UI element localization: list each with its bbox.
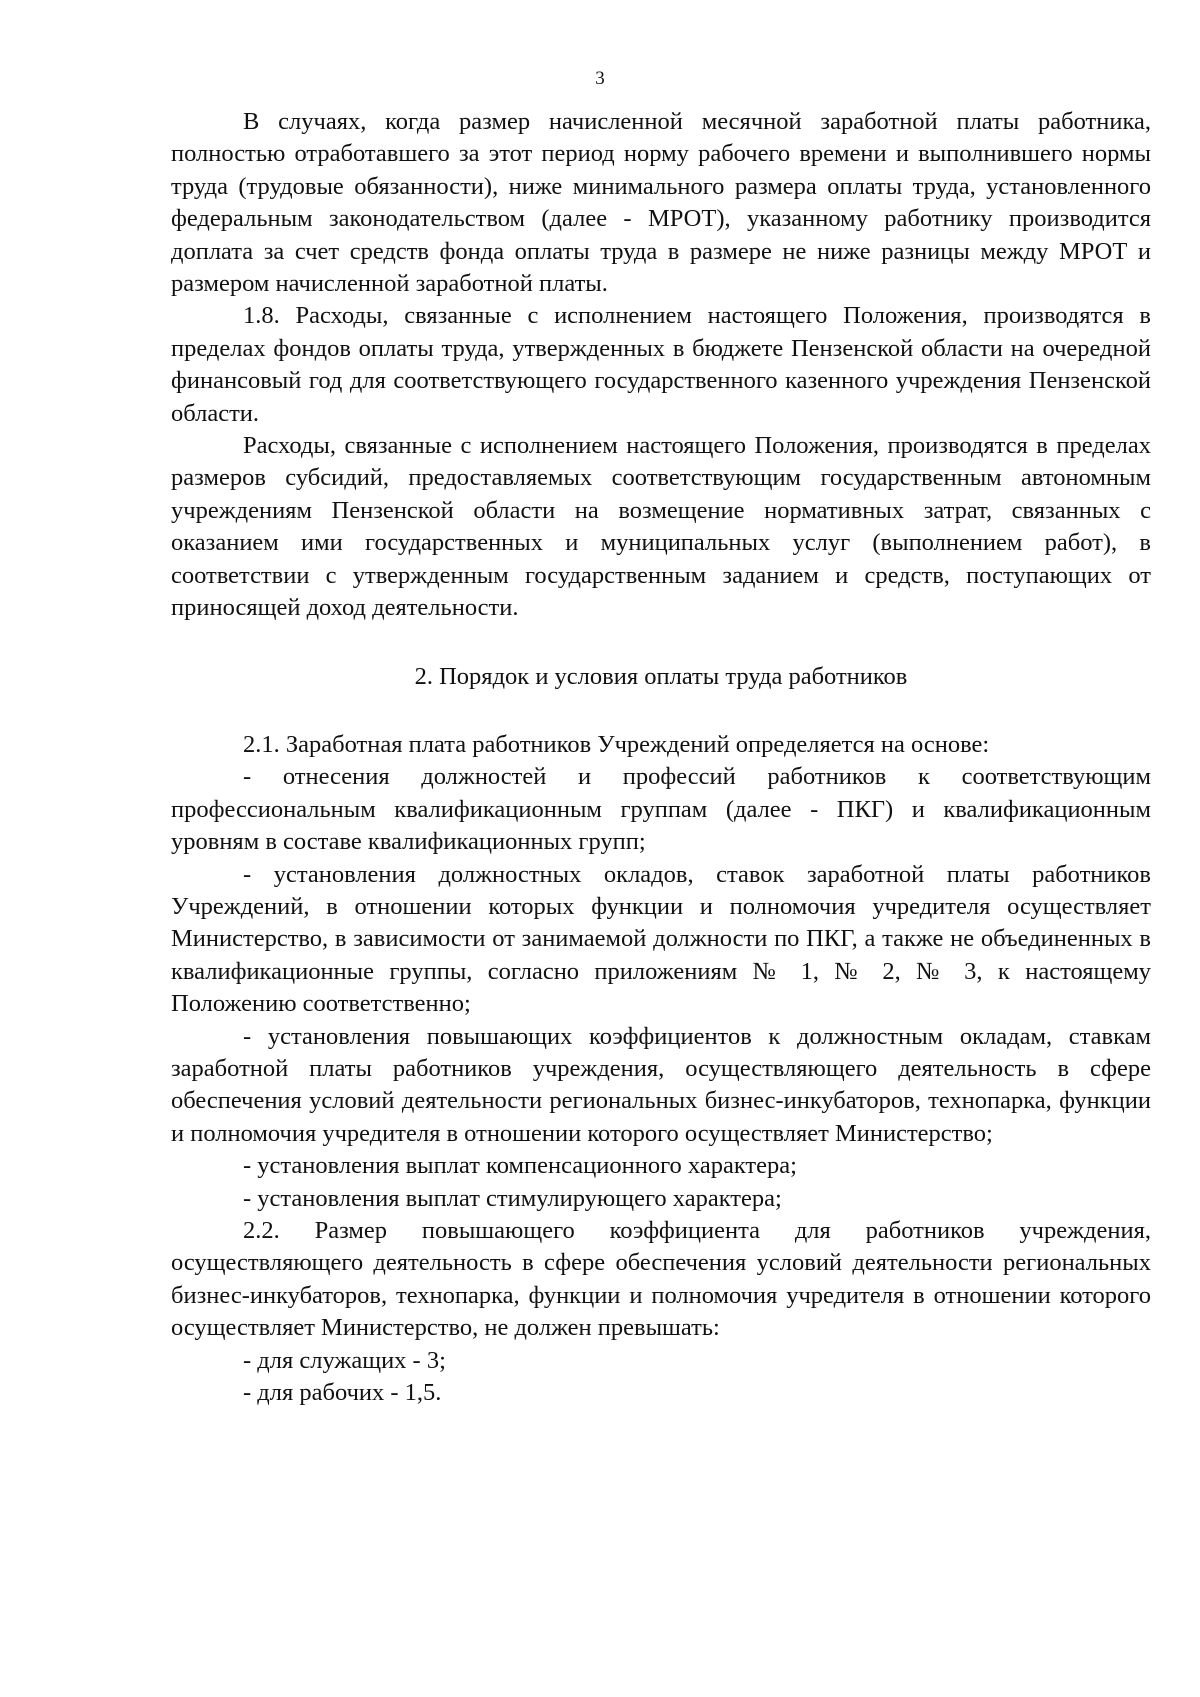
list-item-increasing-coefficients: - установления повышающих коэффициентов к должностным окладам, ставкам заработной платы работников учреждения, осуществляющего деятельность в сфере обеспечения условий деятельности региональных бизнес-инкубаторов, технопарка, функции и полномочия учредителя в отношении которого осуществляет Министерство; — [171, 1022, 1151, 1147]
paragraph-expenses-subsidies: Расходы, связанные с исполнением настоящего Положения, производятся в пределах размеров субсидий, предоставляемых соответствующим государственным автономным учреждениям Пензенской области на возмещение нормативных затрат, связанных с оказанием ими государственных и муниципальных услуг (выполнением работ), в соответствии с утвержденным государственным заданием и средств, поступающих от приносящей доход деятельности. — [171, 432, 1151, 622]
list-item-employees-limit: - для служащих - 3; — [243, 1346, 446, 1374]
list-item-compensation-payments: - установления выплат компенсационного характера; — [243, 1152, 797, 1180]
list-item-incentive-payments: - установления выплат стимулирующего характера; — [243, 1184, 782, 1212]
list-item-workers-limit: - для рабочих - 1,5. — [243, 1379, 442, 1407]
paragraph-2-2-coefficient-limit: 2.2. Размер повышающего коэффициента для работников учреждения, осуществляющего деятельность в сфере обеспечения условий деятельности региональных бизнес-инкубаторов, технопарка, функции и полномочия учредителя в отношении которого осуществляет Министерство, не должен превышать: — [171, 1217, 1151, 1342]
paragraph-2-1-intro: 2.1. Заработная плата работников Учреждений определяется на основе: — [243, 730, 990, 758]
page-number: 3 — [595, 68, 605, 89]
paragraph-mrot-surcharge: В случаях, когда размер начисленной месячной заработной платы работника, полностью отработавшего за этот период норму рабочего времени и выполнившего нормы труда (трудовые обязанности), ниже минимального размера оплаты труда, установленного федеральным законодательством (далее - МРОТ), указанному работнику производится доплата за счет средств фонда оплаты труда в размере не ниже разницы между МРОТ и размером начисленной заработной платы. — [171, 108, 1151, 298]
paragraph-1-8-expenses: 1.8. Расходы, связанные с исполнением настоящего Положения, производятся в пределах фондов оплаты труда, утвержденных в бюджете Пензенской области на очередной финансовый год для соответствующего государственного казенного учреждения Пензенской области. — [171, 302, 1151, 427]
list-item-salary-rates: - установления должностных окладов, ставок заработной платы работников Учреждений, в отношении которых функции и полномочия учредителя осуществляет Министерство, в зависимости от занимаемой должности по ПКГ, а также не объединенных в квалификационные группы, согласно приложениям № 1, № 2, № 3, к настоящему Положению соответственно; — [171, 860, 1151, 1018]
section-heading: 2. Порядок и условия оплаты труда работников — [414, 662, 908, 690]
document-body — [171, 106, 1151, 1409]
list-item-pkg-assignment: - отнесения должностей и профессий работников к соответствующим профессиональным квалификационным группам (далее - ПКГ) и квалификационным уровням в составе квалификационных групп; — [171, 763, 1151, 856]
